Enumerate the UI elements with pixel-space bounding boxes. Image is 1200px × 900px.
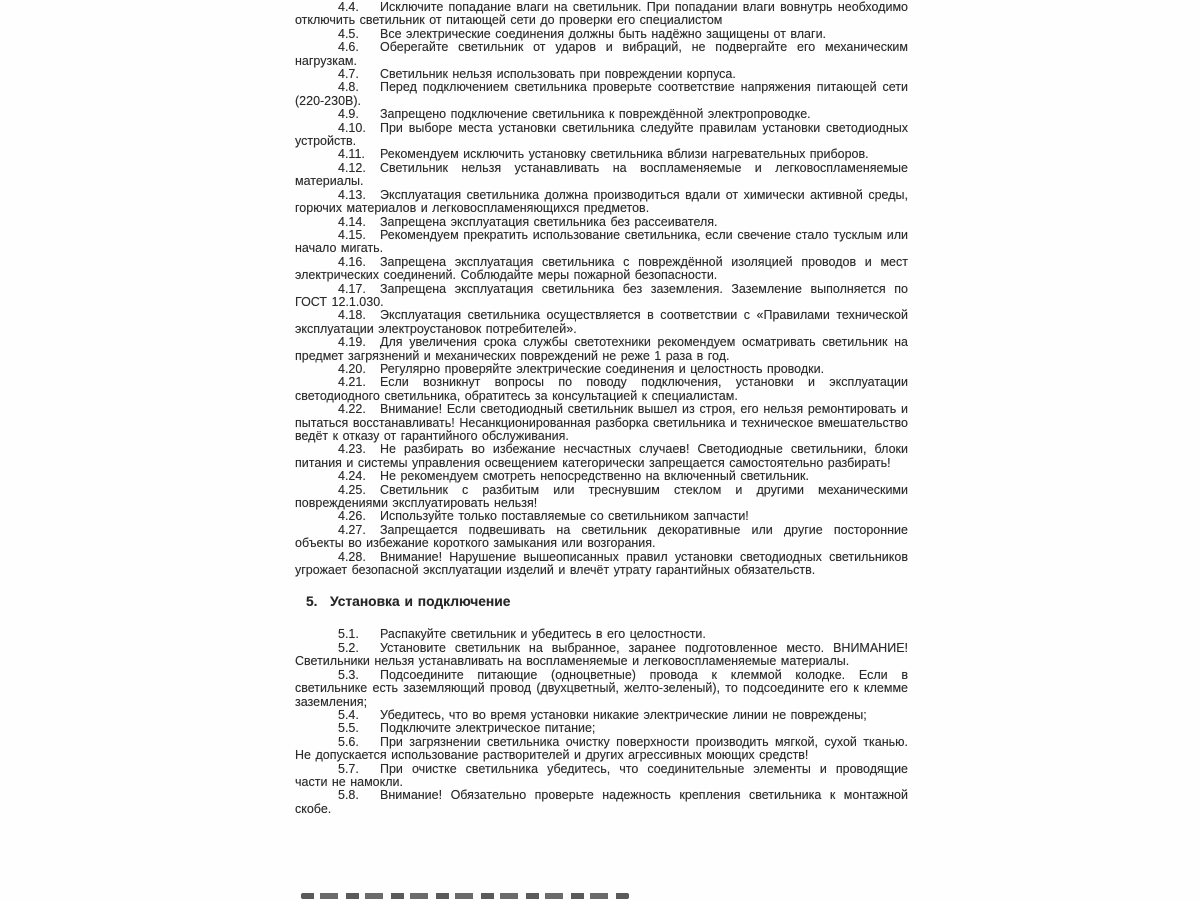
list-item-4-26 bbox=[295, 510, 908, 523]
item-text: Все электрические соединения должны быть надёжно защищены от влаги. bbox=[380, 26, 827, 41]
item-number: 4.8. bbox=[338, 80, 359, 95]
item-number: 4.20. bbox=[338, 361, 366, 376]
item-number: 4.24. bbox=[338, 469, 366, 484]
item-text: Если возникнут вопросы по поводу подключения, установки и эксплуатации светодиодного светильника, обратитесь за консультацией к специалистам. bbox=[295, 375, 908, 403]
item-number: 4.16. bbox=[338, 254, 366, 269]
item-text: Эксплуатация светильника должна производиться вдали от химически активной среды, горючих материалов и легковоспламеняющихся предметов. bbox=[295, 187, 908, 216]
item-text: Оберегайте светильник от ударов и вибраций, не подвергайте его механическим нагрузкам. bbox=[295, 40, 908, 68]
list-item-4-18 bbox=[295, 309, 908, 336]
list-item-4-14 bbox=[295, 216, 908, 229]
item-text: Используйте только поставляемые со светильником запчасти! bbox=[380, 509, 749, 524]
item-number: 4.27. bbox=[338, 522, 366, 537]
item-number: 4.15. bbox=[338, 227, 366, 242]
item-number: 4.23. bbox=[338, 442, 366, 457]
list-item-4-15 bbox=[295, 229, 908, 256]
section5-install-items bbox=[295, 628, 908, 816]
item-number: 4.18. bbox=[338, 308, 366, 323]
list-item-4-9 bbox=[295, 108, 908, 121]
item-number: 4.13. bbox=[338, 187, 366, 202]
item-text: Внимание! Нарушение вышеописанных правил установки светодиодных светильников угрожает безопасной эксплуатации изделий и влечёт утрату гарантийных обязательств. bbox=[295, 549, 908, 578]
item-text: Рекомендуем исключить установку светильника вблизи нагревательных приборов. bbox=[380, 147, 869, 162]
list-item-4-19 bbox=[295, 336, 908, 363]
item-number: 4.22. bbox=[338, 402, 366, 417]
list-item-4-25 bbox=[295, 484, 908, 511]
item-text: Не разбирать во избежание несчастных случаев! Светодиодные светильники, блоки питания и системы управления освещением категорически запрещается самостоятельно разбирать! bbox=[295, 442, 908, 470]
item-number: 4.6. bbox=[338, 40, 359, 55]
item-number: 5.2. bbox=[338, 640, 359, 655]
section5-heading bbox=[306, 594, 908, 609]
list-item-4-28 bbox=[295, 551, 908, 578]
list-item-4-12 bbox=[295, 162, 908, 189]
item-number: 4.11. bbox=[338, 147, 365, 162]
list-item-4-24 bbox=[295, 470, 908, 483]
section5-heading-label: Установка и подключение bbox=[330, 594, 511, 610]
item-number: 4.25. bbox=[338, 482, 366, 497]
item-text: Запрещена эксплуатация светильника с повреждённой изоляцией проводов и мест электрических соединений. Соблюдайте меры пожарной безопасности. bbox=[295, 254, 908, 283]
list-item-4-23 bbox=[295, 443, 908, 470]
list-item-5-7 bbox=[295, 763, 908, 790]
document-text-column bbox=[295, 1, 908, 816]
item-text: Подсоедините питающие (одноцветные) провода к клеммой колодке. Если в светильнике есть заземляющий провод (двухцветный, желто-зеленый), то подсоедините его к клемме заземления; bbox=[295, 667, 908, 709]
item-number: 5.7. bbox=[338, 761, 359, 776]
item-text: Подключите электрическое питание; bbox=[380, 721, 596, 736]
item-number: 4.7. bbox=[338, 67, 359, 82]
item-number: 5.5. bbox=[338, 721, 359, 736]
item-text: При очистке светильника убедитесь, что соединительные элементы и проводящие части не намокли. bbox=[295, 761, 908, 789]
item-number: 4.14. bbox=[338, 214, 366, 229]
list-item-4-17 bbox=[295, 283, 908, 310]
item-text: Перед подключением светильника проверьте соответствие напряжения питающей сети (220-230В). bbox=[295, 80, 908, 108]
item-number: 5.8. bbox=[338, 788, 359, 803]
list-item-5-8 bbox=[295, 789, 908, 816]
list-item-5-1 bbox=[295, 628, 908, 641]
list-item-5-2 bbox=[295, 642, 908, 669]
item-text: Эксплуатация светильника осуществляется в соответствии с «Правилами технической эксплуатации электроустановок потребителей». bbox=[295, 308, 908, 336]
list-item-4-20 bbox=[295, 363, 908, 376]
item-text: Регулярно проверяйте электрические соединения и целостность проводки. bbox=[380, 361, 825, 376]
list-item-4-8 bbox=[295, 81, 908, 108]
item-text: Распакуйте светильник и убедитесь в его целостности. bbox=[380, 627, 706, 642]
item-number: 4.28. bbox=[338, 549, 366, 564]
item-number: 5.4. bbox=[338, 707, 359, 722]
item-text: Внимание! Если светодиодный светильник вышел из строя, его нельзя ремонтировать и пытаться восстанавливать! Несанкционированная разборка светильника и техническое вмешательство ведёт к отказу от гарантийного обслуживания. bbox=[295, 402, 908, 443]
item-number: 4.10. bbox=[338, 120, 366, 135]
list-item-5-4 bbox=[295, 709, 908, 722]
item-number: 4.12. bbox=[338, 160, 366, 175]
list-item-4-4 bbox=[295, 1, 908, 28]
cutoff-text-row-bottom bbox=[301, 893, 629, 899]
item-number: 4.19. bbox=[338, 335, 366, 350]
list-item-4-7 bbox=[295, 68, 908, 81]
item-number: 4.26. bbox=[338, 509, 366, 524]
item-number: 4.17. bbox=[338, 281, 366, 296]
item-text: Исключите попадание влаги на светильник. При попадании влаги вовнутрь необходимо отключить светильник от питающей сети до проверки его специалистом bbox=[295, 0, 908, 28]
item-number: 5.6. bbox=[338, 734, 359, 749]
item-text: Запрещена эксплуатация светильника без заземления. Заземление выполняется по ГОСТ 12.1.030. bbox=[295, 281, 908, 309]
list-item-4-21 bbox=[295, 376, 908, 403]
item-text: Не рекомендуем смотреть непосредственно на включенный светильник. bbox=[380, 469, 809, 484]
list-item-4-22 bbox=[295, 403, 908, 443]
list-item-5-5 bbox=[295, 722, 908, 735]
item-text: При выборе места установки светильника следуйте правилам установки светодиодных устройств. bbox=[295, 120, 908, 149]
section4-safety-items bbox=[295, 1, 908, 577]
item-text: Запрещается подвешивать на светильник декоративные или другие посторонние объекты во избежание короткого замыкания или возгорания. bbox=[295, 522, 908, 551]
item-text: Убедитесь, что во время установки никакие электрические линии не повреждены; bbox=[380, 707, 867, 722]
item-text: Внимание! Обязательно проверьте надежность крепления светильника к монтажной скобе. bbox=[295, 788, 908, 816]
list-item-4-16 bbox=[295, 256, 908, 283]
item-number: 4.4. bbox=[338, 0, 359, 14]
item-text: Запрещена эксплуатация светильника без рассеивателя. bbox=[380, 214, 718, 229]
item-number: 5.3. bbox=[338, 667, 359, 682]
list-item-4-13 bbox=[295, 189, 908, 216]
list-item-4-27 bbox=[295, 524, 908, 551]
item-text: Светильник с разбитым или треснувшим стеклом и другими механическими повреждениями эксплуатировать нельзя! bbox=[295, 482, 908, 511]
item-text: При загрязнении светильника очистку поверхности производить мягкой, сухой тканью. Не допускается использование растворителей и других агрессивных моющих средств! bbox=[295, 734, 908, 763]
item-text: Светильник нельзя устанавливать на воспламеняемые и легковоспламеняемые материалы. bbox=[295, 160, 908, 189]
item-text: Светильник нельзя использовать при повреждении корпуса. bbox=[380, 67, 736, 82]
item-text: Установите светильник на выбранное, заранее подготовленное место. ВНИМАНИЕ! Светильники нельзя устанавливать на воспламеняемые и легковоспламеняемые материалы. bbox=[295, 640, 908, 669]
list-item-5-3 bbox=[295, 669, 908, 709]
item-number: 4.21. bbox=[338, 375, 366, 390]
list-item-4-5 bbox=[295, 28, 908, 41]
item-number: 5.1. bbox=[338, 627, 359, 642]
item-text: Запрещено подключение светильника к повреждённой электропроводке. bbox=[380, 107, 811, 122]
item-text: Рекомендуем прекратить использование светильника, если свечение стало тусклым или начало мигать. bbox=[295, 227, 908, 256]
section5-heading-number: 5. bbox=[306, 594, 318, 610]
list-item-4-10 bbox=[295, 122, 908, 149]
list-item-4-11 bbox=[295, 148, 908, 161]
item-number: 4.9. bbox=[338, 107, 359, 122]
list-item-5-6 bbox=[295, 736, 908, 763]
list-item-4-6 bbox=[295, 41, 908, 68]
item-text: Для увеличения срока службы светотехники рекомендуем осматривать светильник на предмет загрязнений и механических повреждений не реже 1 раза в год. bbox=[295, 335, 908, 363]
item-number: 4.5. bbox=[338, 26, 359, 41]
